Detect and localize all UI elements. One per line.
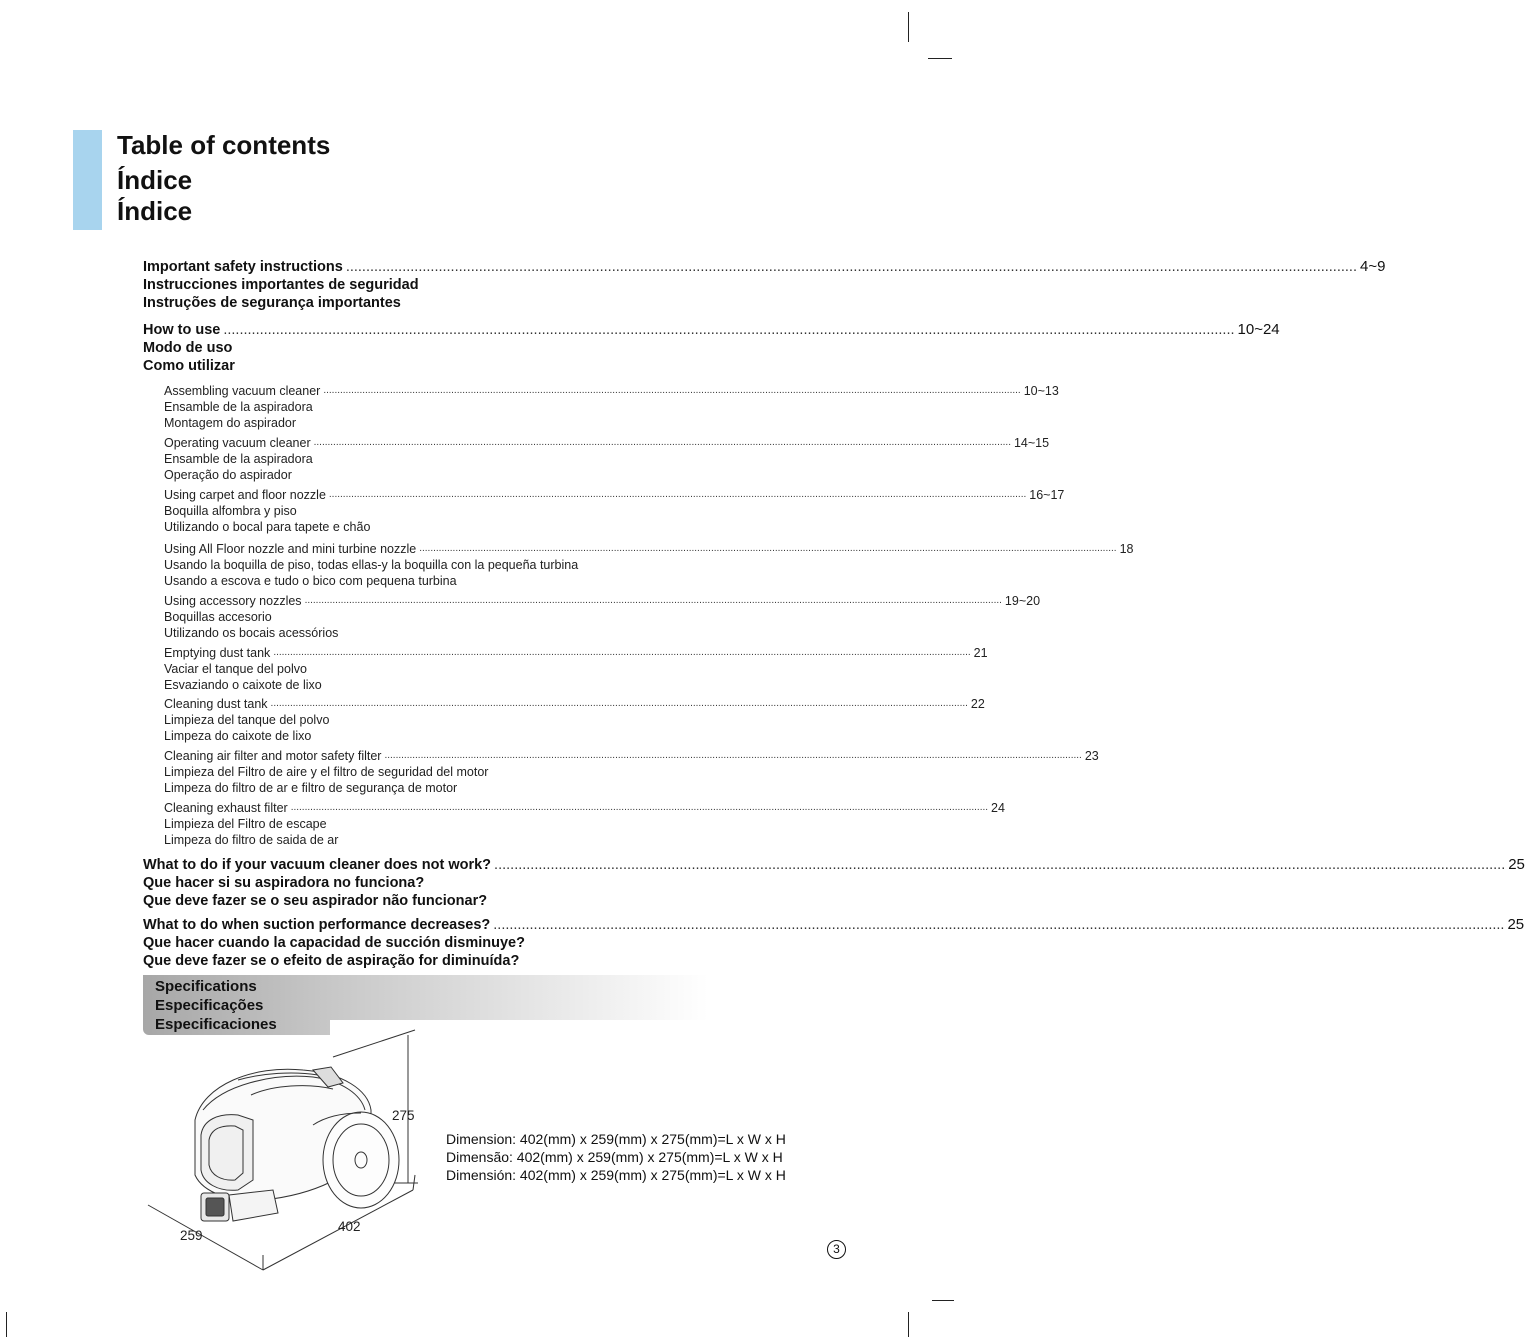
- toc-entry-label-es: Instrucciones importantes de seguridad: [143, 277, 419, 293]
- toc-subentry-label-pt: Operação do aspirador: [164, 468, 292, 482]
- toc-subentry-label-pt: Limpeza do filtro de saida de ar: [164, 833, 339, 847]
- toc-entry-label-es: Modo de uso: [143, 340, 233, 356]
- toc-subentry-label: Cleaning exhaust filter: [164, 801, 288, 815]
- toc-subentry-label: Using carpet and floor nozzle: [164, 488, 326, 502]
- toc-subentry-label-es: Limpieza del tanque del polvo: [164, 713, 330, 727]
- leader-dots: ...........................................................................................................................................................................................................................................................: [419, 543, 1117, 554]
- leader-dots: ...........................................................................................................................................................................................................................................................: [384, 750, 1082, 761]
- toc-subentry-label-es: Usando la boquilla de piso, todas ellas-y la boquilla con la pequeña turbina: [164, 558, 579, 572]
- toc-page-number: 16~17: [1029, 488, 1065, 502]
- toc-page-number: 10~13: [1023, 384, 1059, 398]
- specifications-heading-en: Specifications: [155, 978, 257, 995]
- leader-dots: ...........................................................................................................................................................................................................................................................: [345, 259, 1357, 275]
- dimension-text: [446, 1130, 786, 1184]
- leader-dots: ...........................................................................................................................................................................................................................................................: [304, 595, 1002, 606]
- page-title-portuguese: Índice: [117, 196, 193, 226]
- crop-mark: [908, 1312, 909, 1337]
- toc-entry-label-pt: Que deve fazer se o seu aspirador não funcionar?: [143, 893, 488, 909]
- page-number: 3: [827, 1240, 846, 1259]
- toc-subentry-operating[interactable]: [164, 435, 1050, 483]
- leader-dots: ...........................................................................................................................................................................................................................................................: [323, 385, 1021, 396]
- toc-subentry-label-pt: Utilizando os bocais acessórios: [164, 626, 339, 640]
- specifications-heading-pt: Especificações: [155, 997, 264, 1014]
- toc-subentry-label-es: Limpieza del Filtro de aire y el filtro de seguridad del motor: [164, 765, 489, 779]
- toc-page-number: 10~24: [1237, 321, 1280, 338]
- toc-page-number: 21: [973, 646, 988, 660]
- toc-entry-safety[interactable]: [143, 258, 1386, 312]
- toc-subentry-air-filter[interactable]: [164, 748, 1099, 796]
- toc-page-number: 25: [1507, 916, 1525, 933]
- toc-subentry-label-pt: Utilizando o bocal para tapete e chão: [164, 520, 371, 534]
- toc-subentry-accessory-nozzles[interactable]: [164, 593, 1041, 641]
- toc-entry-label-pt: Instruções de segurança importantes: [143, 295, 401, 311]
- dimension-en: Dimension: 402(mm) x 259(mm) x 275(mm)=L x W x H: [446, 1131, 786, 1147]
- toc-subentry-label-pt: Montagem do aspirador: [164, 416, 297, 430]
- height-label: 275: [392, 1108, 415, 1123]
- toc-subentry-label: Using All Floor nozzle and mini turbine nozzle: [164, 542, 417, 556]
- toc-entry-label: What to do if your vacuum cleaner does not work?: [143, 857, 492, 873]
- toc-subentry-label: Using accessory nozzles: [164, 594, 302, 608]
- toc-entry-label-pt: Que deve fazer se o efeito de aspiração for diminuída?: [143, 953, 520, 969]
- page-title-english: Table of contents: [117, 130, 331, 160]
- toc-page-number: 25: [1508, 856, 1525, 873]
- toc-subentry-label-es: Vaciar el tanque del polvo: [164, 662, 307, 676]
- toc-subentry-label: Cleaning air filter and motor safety filter: [164, 749, 382, 763]
- dimension-es: Dimensión: 402(mm) x 259(mm) x 275(mm)=L x W x H: [446, 1167, 786, 1183]
- leader-dots: ...........................................................................................................................................................................................................................................................: [494, 857, 1506, 873]
- toc-subentry-label-pt: Limpeza do caixote de lixo: [164, 729, 312, 743]
- toc-subentry-label: Emptying dust tank: [164, 646, 271, 660]
- toc-subentry-label-es: Boquilla alfombra y piso: [164, 504, 297, 518]
- toc-subentry-exhaust-filter[interactable]: [164, 800, 1005, 848]
- toc-subentry-emptying-dust-tank[interactable]: [164, 645, 988, 693]
- toc-subentry-label-pt: Esvaziando o caixote de lixo: [164, 678, 322, 692]
- toc-subentry-assembling[interactable]: [164, 383, 1059, 431]
- specifications-heading-es: Especificaciones: [155, 1016, 277, 1033]
- toc-page-number: 14~15: [1013, 436, 1050, 450]
- toc-page-number: 24: [991, 801, 1005, 815]
- toc-page-number: 18: [1119, 542, 1134, 556]
- dimension-pt: Dimensão: 402(mm) x 259(mm) x 275(mm)=L x W x H: [446, 1149, 783, 1165]
- toc-entry-label-pt: Como utilizar: [143, 358, 235, 374]
- leader-dots: ...........................................................................................................................................................................................................................................................: [493, 917, 1505, 933]
- leader-dots: ...........................................................................................................................................................................................................................................................: [273, 647, 971, 658]
- leader-dots: ...........................................................................................................................................................................................................................................................: [313, 437, 1011, 448]
- width-label: 259: [180, 1228, 203, 1243]
- toc-entry-label-es: Que hacer si su aspiradora no funciona?: [143, 875, 425, 891]
- toc-subentry-label-es: Ensamble de la aspiradora: [164, 400, 313, 414]
- crop-mark: [928, 58, 952, 59]
- toc-subentry-label-pt: Limpeza do filtro de ar e filtro de segurança de motor: [164, 781, 458, 795]
- toc-page-number: 23: [1084, 749, 1099, 763]
- toc-entry-how-to-use[interactable]: [143, 321, 1280, 375]
- toc-subentry-all-floor-nozzle[interactable]: [164, 541, 1134, 589]
- toc-entry-suction-decreases[interactable]: [143, 916, 1525, 970]
- crop-mark: [932, 1300, 954, 1301]
- toc-subentry-label-pt: Usando a escova e tudo o bico com pequena turbina: [164, 574, 457, 588]
- toc-subentry-label-es: Ensamble de la aspiradora: [164, 452, 313, 466]
- toc-entry-label: Important safety instructions: [143, 259, 343, 275]
- leader-dots: ...........................................................................................................................................................................................................................................................: [290, 802, 989, 813]
- dimension-extension-line: [333, 1030, 415, 1057]
- toc-subentry-label: Operating vacuum cleaner: [164, 436, 311, 450]
- toc-entry-label: What to do when suction performance decreases?: [143, 917, 491, 933]
- toc-entry-label-es: Que hacer cuando la capacidad de succión disminuye?: [143, 935, 525, 951]
- vacuum-cleaner-illustration: [143, 1025, 433, 1285]
- toc-page-number: 22: [970, 697, 985, 711]
- toc-subentry-label-es: Boquillas accesorio: [164, 610, 272, 624]
- crop-mark: [6, 1312, 7, 1337]
- length-label: 402: [338, 1219, 361, 1234]
- leader-dots: ...........................................................................................................................................................................................................................................................: [270, 698, 968, 709]
- toc-subentry-label: Cleaning dust tank: [164, 697, 268, 711]
- crop-mark: [908, 12, 909, 42]
- page-title-spanish: Índice: [117, 165, 193, 195]
- toc-page-number: 19~20: [1004, 594, 1041, 608]
- toc-subentry-label-es: Limpieza del Filtro de escape: [164, 817, 327, 831]
- toc-subentry-carpet-nozzle[interactable]: [164, 487, 1065, 535]
- toc-subentry-cleaning-dust-tank[interactable]: [164, 696, 985, 744]
- leader-dots: ...........................................................................................................................................................................................................................................................: [328, 489, 1027, 500]
- title-accent-bar: [73, 130, 102, 230]
- leader-dots: ...........................................................................................................................................................................................................................................................: [223, 322, 1235, 338]
- toc-subentry-label: Assembling vacuum cleaner: [164, 384, 321, 398]
- toc-page-number: 4~9: [1359, 258, 1386, 275]
- toc-entry-label: How to use: [143, 322, 221, 338]
- toc-entry-not-working[interactable]: [143, 856, 1525, 910]
